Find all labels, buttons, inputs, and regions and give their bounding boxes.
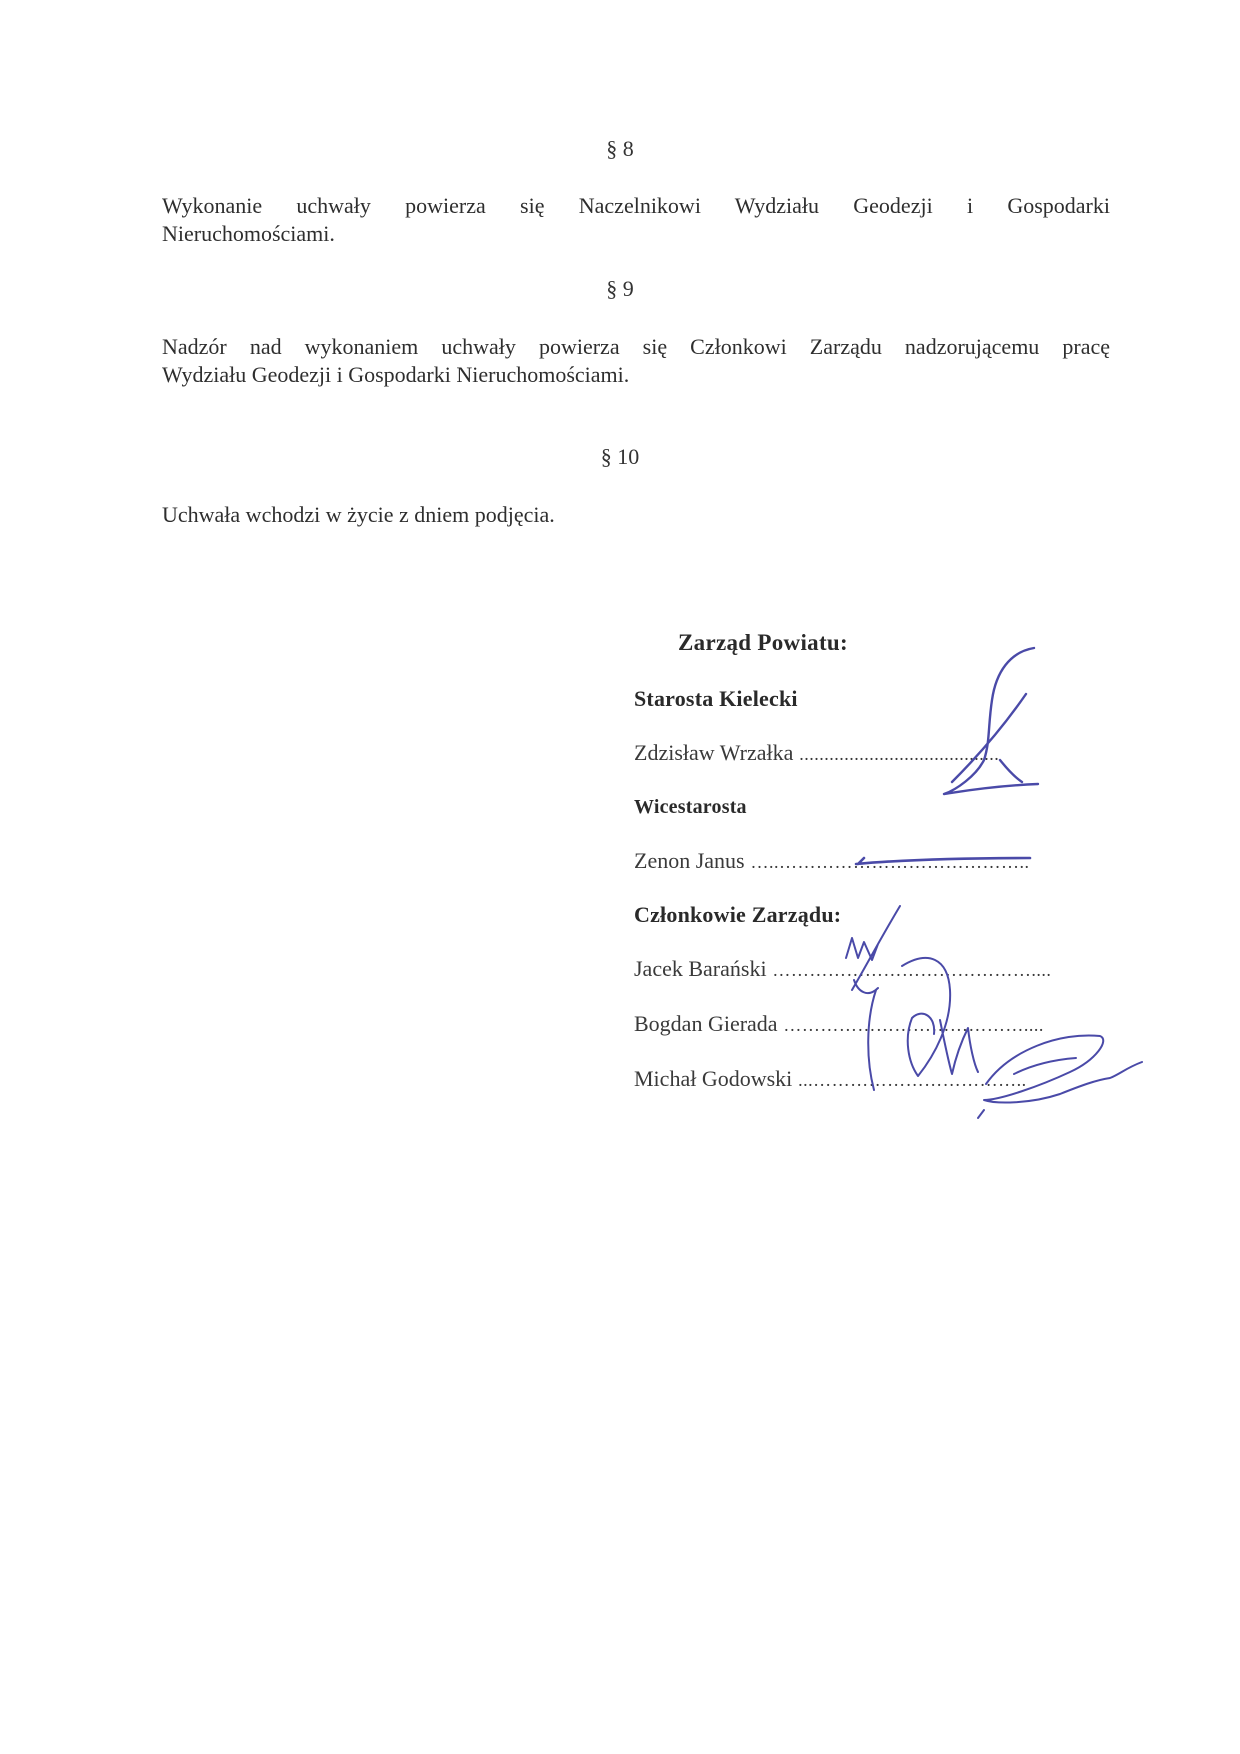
section-8-text [162, 192, 1110, 248]
starosta-name: Zdzisław Wrzałka [634, 740, 794, 765]
section-8-line-1: Wykonanie uchwały powierza się Naczelnikowi Wydziału Geodezji i Gospodarki [162, 193, 1110, 218]
member-name: Michał Godowski [634, 1066, 793, 1091]
section-9-line-1: Nadzór nad wykonaniem uchwały powierza się Członkowi Zarządu nadzorującemu pracę [162, 334, 1110, 359]
member-signature-line [634, 1066, 1027, 1092]
starosta-dots: ........................................ [799, 744, 1000, 764]
section-10-line-1: Uchwała wchodzi w życie z dniem podjęcia. [162, 502, 555, 527]
section-8-line-2: Nieruchomościami. [162, 221, 335, 246]
vice-dots: …..………………………………….. [750, 852, 1030, 872]
starosta-signature-line [634, 740, 999, 766]
section-9-text [162, 333, 1110, 389]
section-9-mark: § 9 [606, 276, 634, 301]
member-dots: …………………………………….... [772, 960, 1052, 980]
vice-signature-line [634, 848, 1029, 874]
vice-name: Zenon Janus [634, 848, 745, 873]
board-title: Zarząd Powiatu: [678, 630, 848, 655]
ink-strokes [846, 648, 1142, 1118]
section-9-line-2: Wydziału Geodezji i Gospodarki Nieruchomościami. [162, 362, 630, 387]
section-8-mark: § 8 [606, 136, 634, 161]
starosta-handwritten-signature [944, 648, 1038, 794]
member-name: Jacek Barański [634, 956, 767, 981]
vice-role: Wicestarosta [634, 796, 747, 818]
member-name: Bogdan Gierada [634, 1011, 778, 1036]
member-signature-line [634, 956, 1051, 982]
member-dots: ...…………………………….. [798, 1070, 1027, 1090]
member-dots: ………………………………….... [783, 1015, 1044, 1035]
members-role: Członkowie Zarządu: [634, 902, 842, 927]
starosta-role: Starosta Kielecki [634, 686, 798, 711]
section-10-mark: § 10 [600, 444, 640, 469]
member-signature-line [634, 1011, 1044, 1037]
section-10-text [162, 501, 1110, 529]
